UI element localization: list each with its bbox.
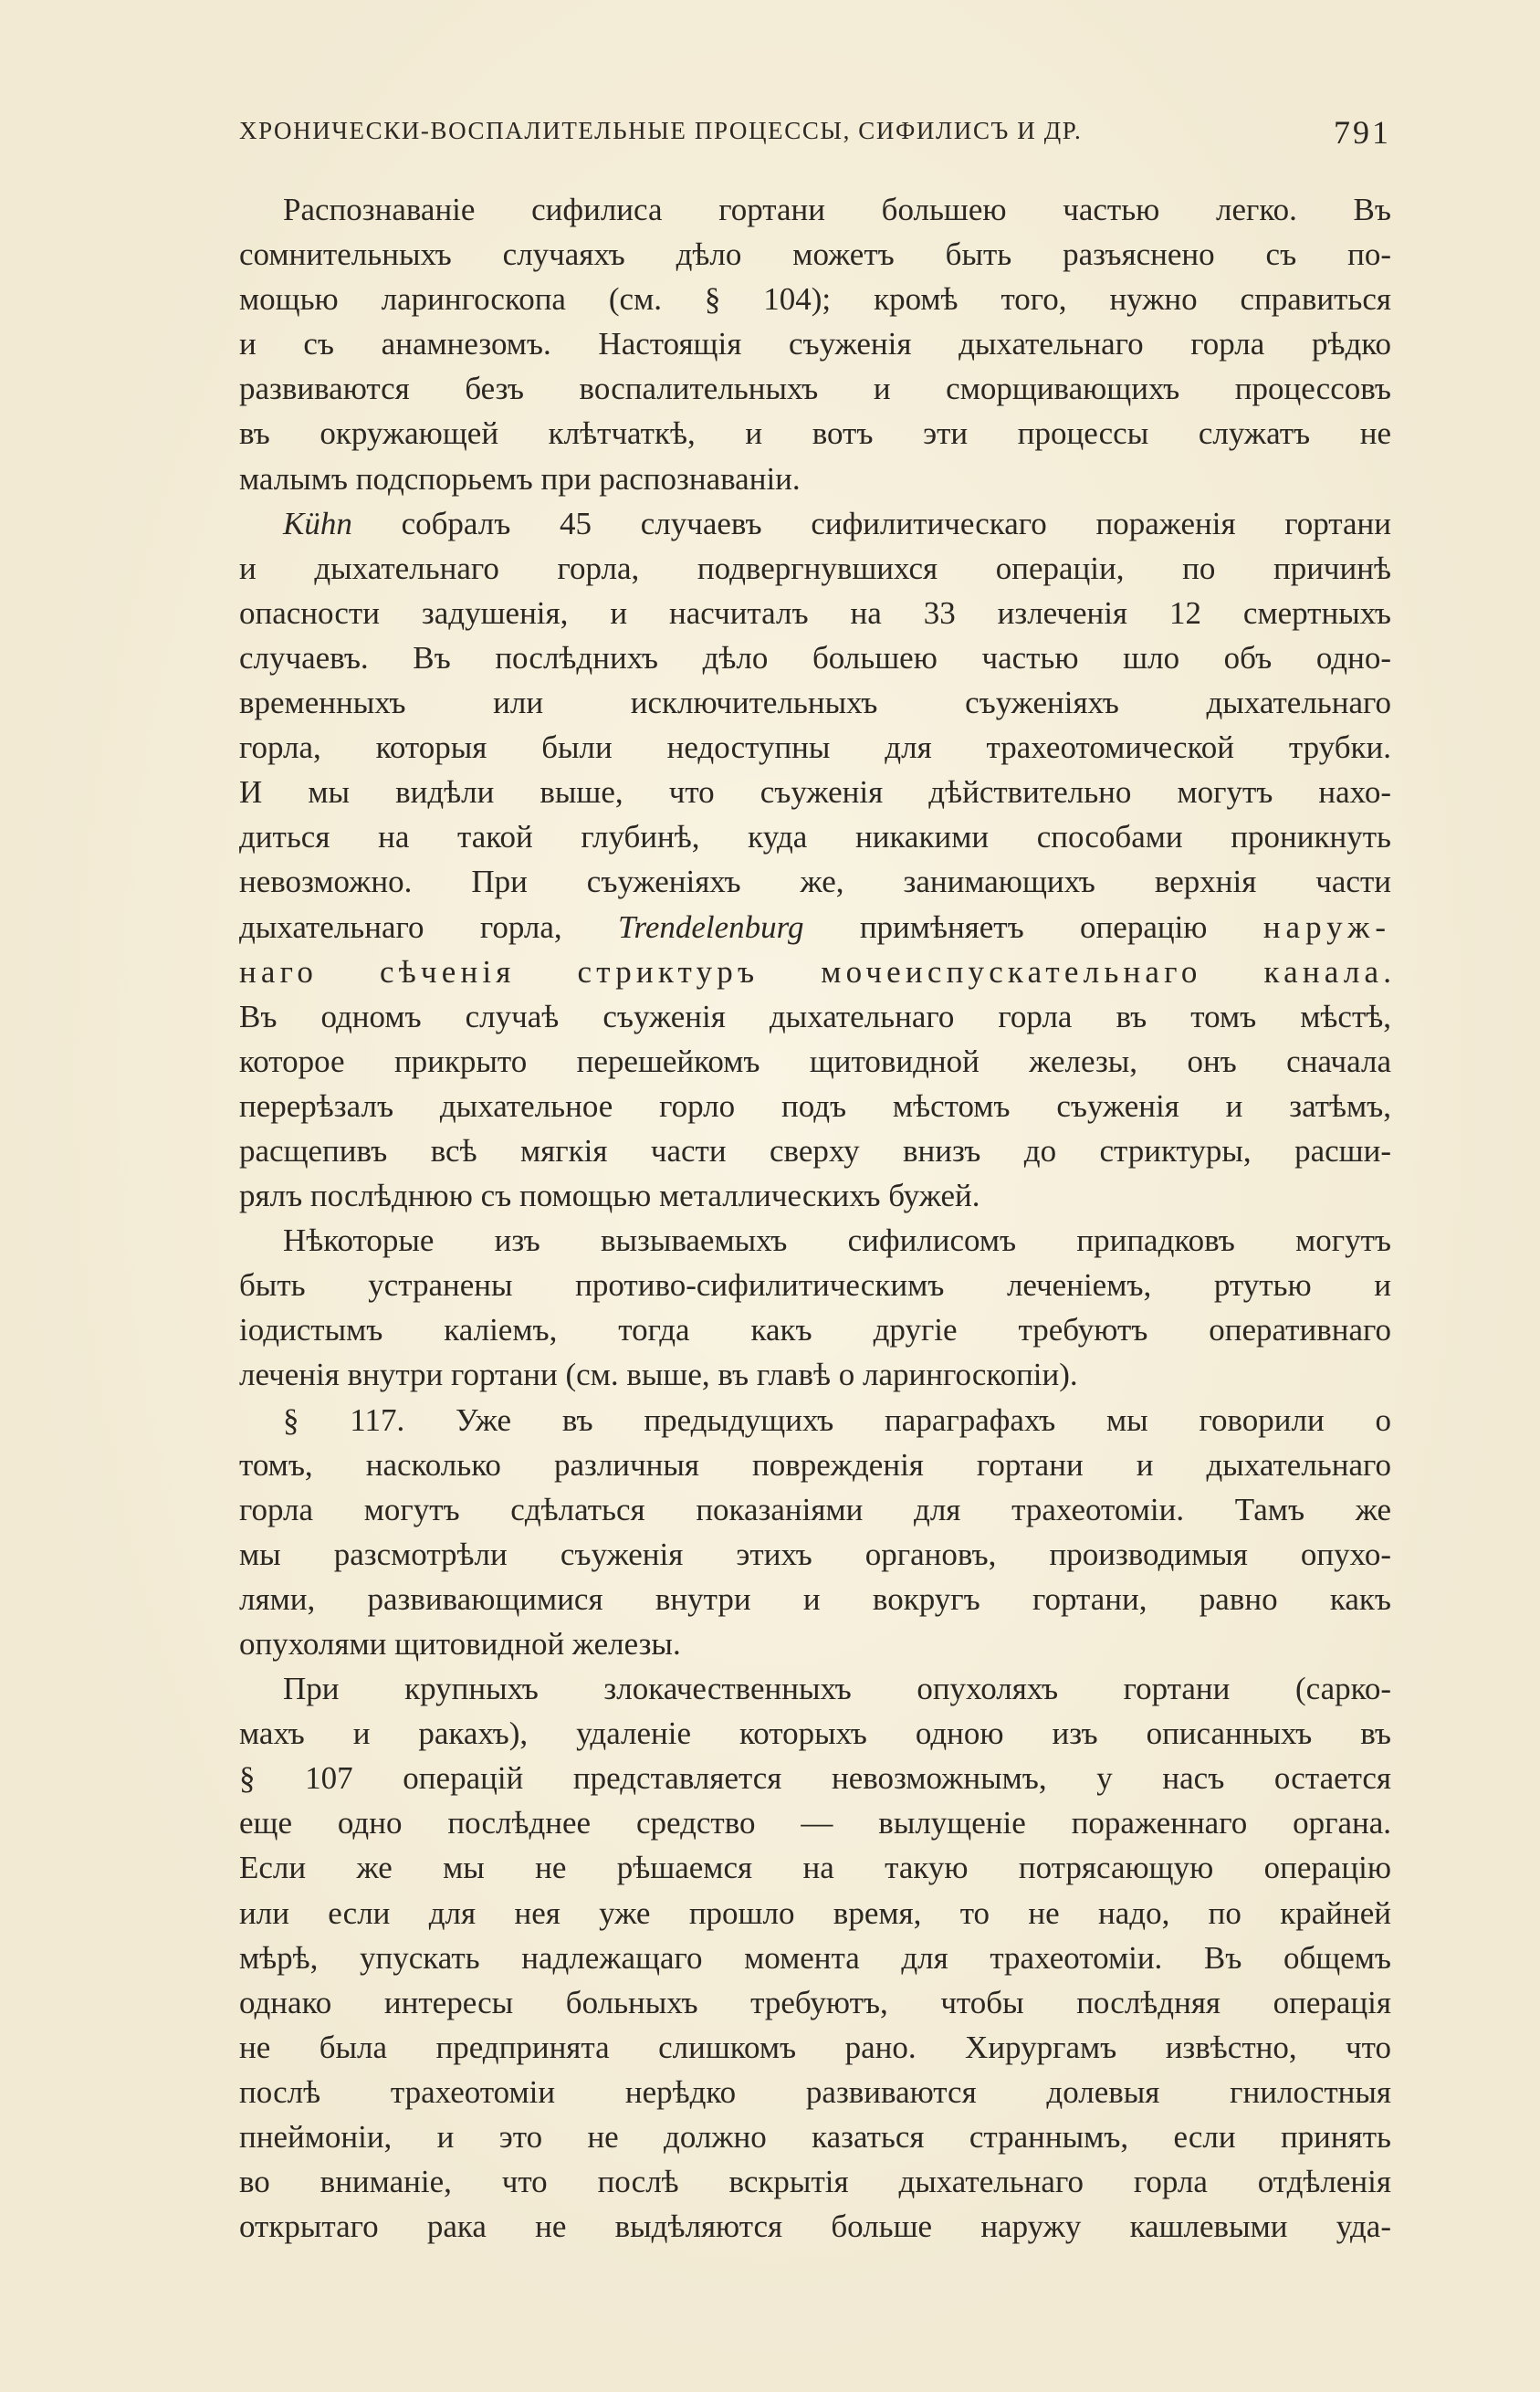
text-line: быть устранены противо-сифилитическимъ леченiемъ, ртутью и (239, 1267, 1391, 1304)
text-line: невозможно. При съуженiяхъ же, занимающихъ верхнiя части (239, 864, 1391, 900)
text-line: горла могутъ сдѣлаться показанiями для трахеотомiи. Тамъ же (239, 1491, 1391, 1527)
text-run: . (1383, 953, 1391, 990)
body-text (239, 187, 1391, 2249)
text-line: мощью ларингоскопа (см. § 104); кромѣ того, нужно справиться (239, 281, 1391, 318)
text-line: И мы видѣли выше, что съуженiя дѣйствительно могутъ нахо- (239, 774, 1391, 811)
spaced-emphasis: наруж- (1262, 908, 1391, 945)
text-line: махъ и ракахъ), удаленiе которыхъ одною изъ описанныхъ въ (239, 1715, 1391, 1752)
paragraph (239, 1666, 1391, 2249)
text-run: примѣняетъ операцiю (803, 908, 1263, 945)
running-header (239, 114, 1391, 157)
text-line (239, 905, 1391, 949)
text-line: и съ анамнезомъ. Настоящiя съуженiя дыхательнаго горла рѣдко (239, 326, 1391, 362)
author-name: Kühn (283, 505, 352, 541)
text-line: открытаго рака не выдѣляются больше наружу кашлевыми уда- (239, 2208, 1391, 2245)
text-line: мѣрѣ, упускать надлежащаго момента для трахеотомiи. Въ общемъ (239, 1939, 1391, 1976)
text-line: во вниманiе, что послѣ вскрытiя дыхательнаго горла отдѣленiя (239, 2164, 1391, 2200)
text-line: расщепивъ всѣ мягкiя части сверху внизъ до стриктуры, расши- (239, 1132, 1391, 1169)
text-line: Въ одномъ случаѣ съуженiя дыхательнаго горла въ томъ мѣстѣ, (239, 998, 1391, 1034)
page-number: 791 (1334, 114, 1391, 151)
text-line: случаевъ. Въ послѣднихъ дѣло большею частью шло объ одно- (239, 639, 1391, 676)
text-line: томъ, насколько различныя поврежденiя гортани и дыхательнаго (239, 1446, 1391, 1483)
text-line: которое прикрыто перешейкомъ щитовидной железы, онъ сначала (239, 1043, 1391, 1079)
paragraph (239, 1398, 1391, 1667)
text-line: опухолями щитовидной железы. (239, 1626, 681, 1662)
author-name: Trendelenburg (617, 908, 804, 945)
paragraph (239, 187, 1391, 501)
text-line: лями, развивающимися внутри и вокругъ гортани, равно какъ (239, 1580, 1391, 1617)
text-line: развиваются безъ воспалительныхъ и сморщивающихъ процессовъ (239, 371, 1391, 407)
text-line: перерѣзалъ дыхательное горло подъ мѣстомъ съуженiя и затѣмъ, (239, 1087, 1391, 1124)
text-line: iодистымъ калiемъ, тогда какъ другiе требуютъ оперативнаго (239, 1312, 1391, 1348)
text-line: Нѣкоторые изъ вызываемыхъ сифилисомъ припадковъ могутъ (283, 1222, 1391, 1259)
text-line: въ окружающей клѣтчаткѣ, и вотъ эти процессы служатъ не (239, 415, 1391, 452)
paragraph (239, 501, 1391, 1219)
text-line: сомнительныхъ случаяхъ дѣло можетъ быть разъяснено съ по- (239, 236, 1391, 273)
text-line: Распознаванiе сифилиса гортани большею частью легко. Въ (283, 192, 1391, 227)
text-line: рялъ послѣднюю съ помощью металлическихъ бужей. (239, 1178, 980, 1214)
text-line: леченiя внутри гортани (см. выше, въ главѣ о ларингоскопiи). (239, 1357, 1078, 1393)
text-line (239, 501, 1391, 546)
text-line: малымъ подспорьемъ при распознаванiи. (239, 460, 801, 497)
text-line: послѣ трахеотомiи нерѣдко развиваются долевыя гнилостныя (239, 2073, 1391, 2110)
text-line: горла, которыя были недоступны для трахеотомической трубки. (239, 729, 1391, 766)
paragraph (239, 1218, 1391, 1397)
text-line: однако интересы больныхъ требуютъ, чтобы послѣдняя операцiя (239, 1984, 1391, 2020)
section-heading-line: § 117. Уже въ предыдущихъ параграфахъ мы говорили о (283, 1401, 1391, 1438)
text-line: не была предпринята слишкомъ рано. Хирургамъ извѣстно, что (239, 2029, 1391, 2065)
text-line: § 107 операцiй представляется невозможнымъ, у насъ остается (239, 1760, 1391, 1797)
text-line: еще одно послѣднее средство — вылущенiе пораженнаго органа. (239, 1805, 1391, 1841)
text-line: диться на такой глубинѣ, куда никакими способами проникнуть (239, 819, 1391, 855)
text-run: собралъ 45 случаевъ сифилитическаго пораженiя гортани (351, 505, 1391, 541)
spaced-emphasis: наго сѣченiя стриктуръ мочеиспускательнаго канала (239, 953, 1384, 990)
text-line: При крупныхъ злокачественныхъ опухоляхъ гортани (сарко- (283, 1671, 1391, 1707)
running-title: ХРОНИЧЕСКИ-ВОСПАЛИТЕЛЬНЫЕ ПРОЦЕССЫ, СИФИЛИСЪ И ДР. (239, 117, 1083, 144)
text-line: или если для нея уже прошло время, то не надо, по крайней (239, 1894, 1391, 1931)
text-run: дыхательнаго горла, (239, 908, 618, 945)
text-line: пнеймонiи, и это не должно казаться страннымъ, если принять (239, 2119, 1391, 2156)
text-line: Если же мы не рѣшаемся на такую потрясающую операцiю (239, 1850, 1391, 1886)
text-line (239, 949, 1391, 994)
text-line: временныхъ или исключительныхъ съуженiяхъ дыхательнаго (239, 685, 1391, 721)
text-line: и дыхательнаго горла, подвергнувшихся операцiи, по причинѣ (239, 550, 1391, 586)
text-line: опасности задушенiя, и насчиталъ на 33 излеченiя 12 смертныхъ (239, 594, 1391, 631)
text-line: мы разсмотрѣли съуженiя этихъ органовъ, производимыя опухо- (239, 1536, 1391, 1572)
